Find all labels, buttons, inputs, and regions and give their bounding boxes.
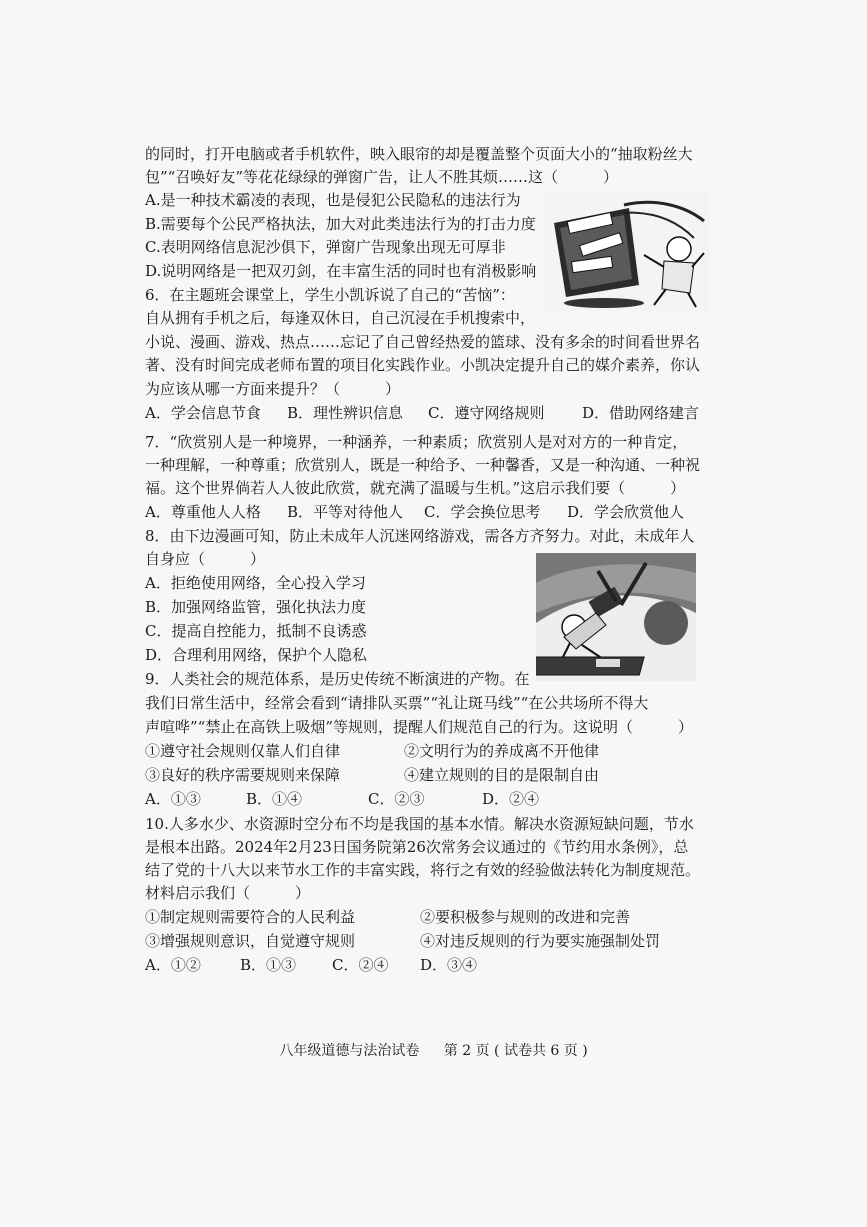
text-line: 是根本出路。2024年2月23日国务院第26次常务会议通过的《节约用水条例》，总 — [145, 838, 689, 856]
text-line: 自身应（ ） — [145, 550, 266, 568]
footer-subject: 八年级道德与法治试卷 — [279, 1043, 420, 1059]
text-line: 一种理解，一种尊重；欣赏别人，既是一种给予、一种馨香，又是一种沟通、一种祝 — [145, 456, 701, 474]
option-d: D．学会欣赏他人 — [567, 503, 685, 521]
text-line: 福。这个世界倘若人人彼此欣赏，就充满了温暖与生机。”这启示我们要（ ） — [145, 479, 686, 497]
option-b: B．①③ — [240, 956, 297, 974]
option-b: B．加强网络监管，强化执法力度 — [145, 598, 367, 616]
option-b: B．①④ — [246, 790, 303, 808]
option-a: A.是一种技术霸凌的表现，也是侵犯公民隐私的违法行为 — [145, 191, 521, 209]
text-line: 包”“召唤好友”等花花绿绿的弹窗广告，让人不胜其烦……这（ ） — [145, 168, 619, 186]
text-line: 的同时，打开电脑或者手机软件，映入眼帘的却是覆盖整个页面大小的“抽取粉丝大 — [145, 145, 693, 163]
option-c: C．②④ — [332, 956, 389, 974]
text-line: 声喧哗”“禁止在高铁上吸烟”等规则，提醒人们规范自己的行为。这说明（ ） — [145, 718, 694, 736]
option-a: A．①② — [145, 956, 201, 974]
statement-4: ④建立规则的目的是限制自由 — [404, 766, 600, 784]
option-d: D．③④ — [420, 956, 478, 974]
statement-4: ④对违反规则的行为要实施强制处罚 — [420, 932, 661, 950]
option-c: C．提高自控能力，抵制不良诱惑 — [145, 622, 367, 640]
option-c: C．②③ — [368, 790, 425, 808]
option-a: A．拒绝使用网络，全心投入学习 — [145, 574, 366, 592]
statement-3: ③增强规则意识，自觉遵守规则 — [145, 932, 356, 950]
text-line: 结了党的十八大以来节水工作的丰富实践，将行之有效的经验做法转化为制度规范。 — [145, 861, 701, 879]
statement-1: ①制定规则需要符合的人民利益 — [145, 908, 356, 926]
text-line: 我们日常生活中，经常会看到“请排队买票”“礼让斑马线”“在公共场所不得大 — [145, 694, 649, 712]
question-10-stem: 10.人多水少、水资源时空分布不均是我国的基本水情。解决水资源短缺问题，节水 — [145, 815, 694, 833]
popup-ads-cartoon-image — [544, 193, 710, 311]
question-9-stem: 9．人类社会的规范体系，是历史传统不断演进的产物。在 — [145, 670, 530, 688]
footer-page-number: 第 2 页 ( 试卷共 6 页 ) — [443, 1043, 588, 1059]
option-b: B．平等对待他人 — [287, 503, 404, 521]
text-line: 为应该从哪一方面来提升？（ ） — [145, 380, 401, 398]
option-d: D.说明网络是一把双刃剑，在丰富生活的同时也有消极影响 — [145, 262, 537, 280]
text-line: 小说、漫画、游戏、热点……忘记了自己曾经热爱的篮球、没有多余的时间看世界名 — [145, 333, 701, 351]
option-c: C．遵守网络规则 — [428, 404, 545, 422]
option-d: D．借助网络建言 — [582, 404, 700, 422]
question-6-stem: 6．在主题班会课堂上，学生小凯诉说了自己的“苦恼”： — [145, 286, 515, 304]
statement-3: ③良好的秩序需要规则来保障 — [145, 766, 341, 784]
option-a: A．①③ — [145, 790, 201, 808]
page-footer — [0, 1040, 867, 1060]
option-c: C.表明网络信息泥沙俱下，弹窗广告现象出现无可厚非 — [145, 238, 506, 256]
option-a: A．学会信息节食 — [145, 404, 261, 422]
option-b: B.需要每个公民严格执法，加大对此类违法行为的打击力度 — [145, 215, 536, 233]
statement-1: ①遵守社会规则仅靠人们自律 — [145, 742, 341, 760]
question-7-stem: 7．“欣赏别人是一种境界，一种涵养，一种素质；欣赏别人是对对方的一种肯定， — [145, 433, 688, 451]
option-d: D．②④ — [482, 790, 540, 808]
text-line: 著、没有时间完成老师布置的项目化实践作业。小凯决定提升自己的媒介素养，你认 — [145, 356, 701, 374]
statement-2: ②文明行为的养成离不开他律 — [404, 742, 600, 760]
game-addiction-cartoon-image — [536, 553, 696, 681]
option-c: C．学会换位思考 — [424, 503, 541, 521]
statement-2: ②要积极参与规则的改进和完善 — [420, 908, 631, 926]
text-line: 材料启示我们（ ） — [145, 884, 311, 902]
option-d: D．合理利用网络，保护个人隐私 — [145, 646, 368, 664]
question-8-stem: 8．由下边漫画可知，防止未成年人沉迷网络游戏，需各方齐努力。对此，未成年人 — [145, 527, 695, 545]
option-a: A．尊重他人人格 — [145, 503, 261, 521]
option-b: B．理性辨识信息 — [287, 404, 404, 422]
text-line: 自从拥有手机之后，每逢双休日，自己沉浸在手机搜索中， — [145, 309, 536, 327]
